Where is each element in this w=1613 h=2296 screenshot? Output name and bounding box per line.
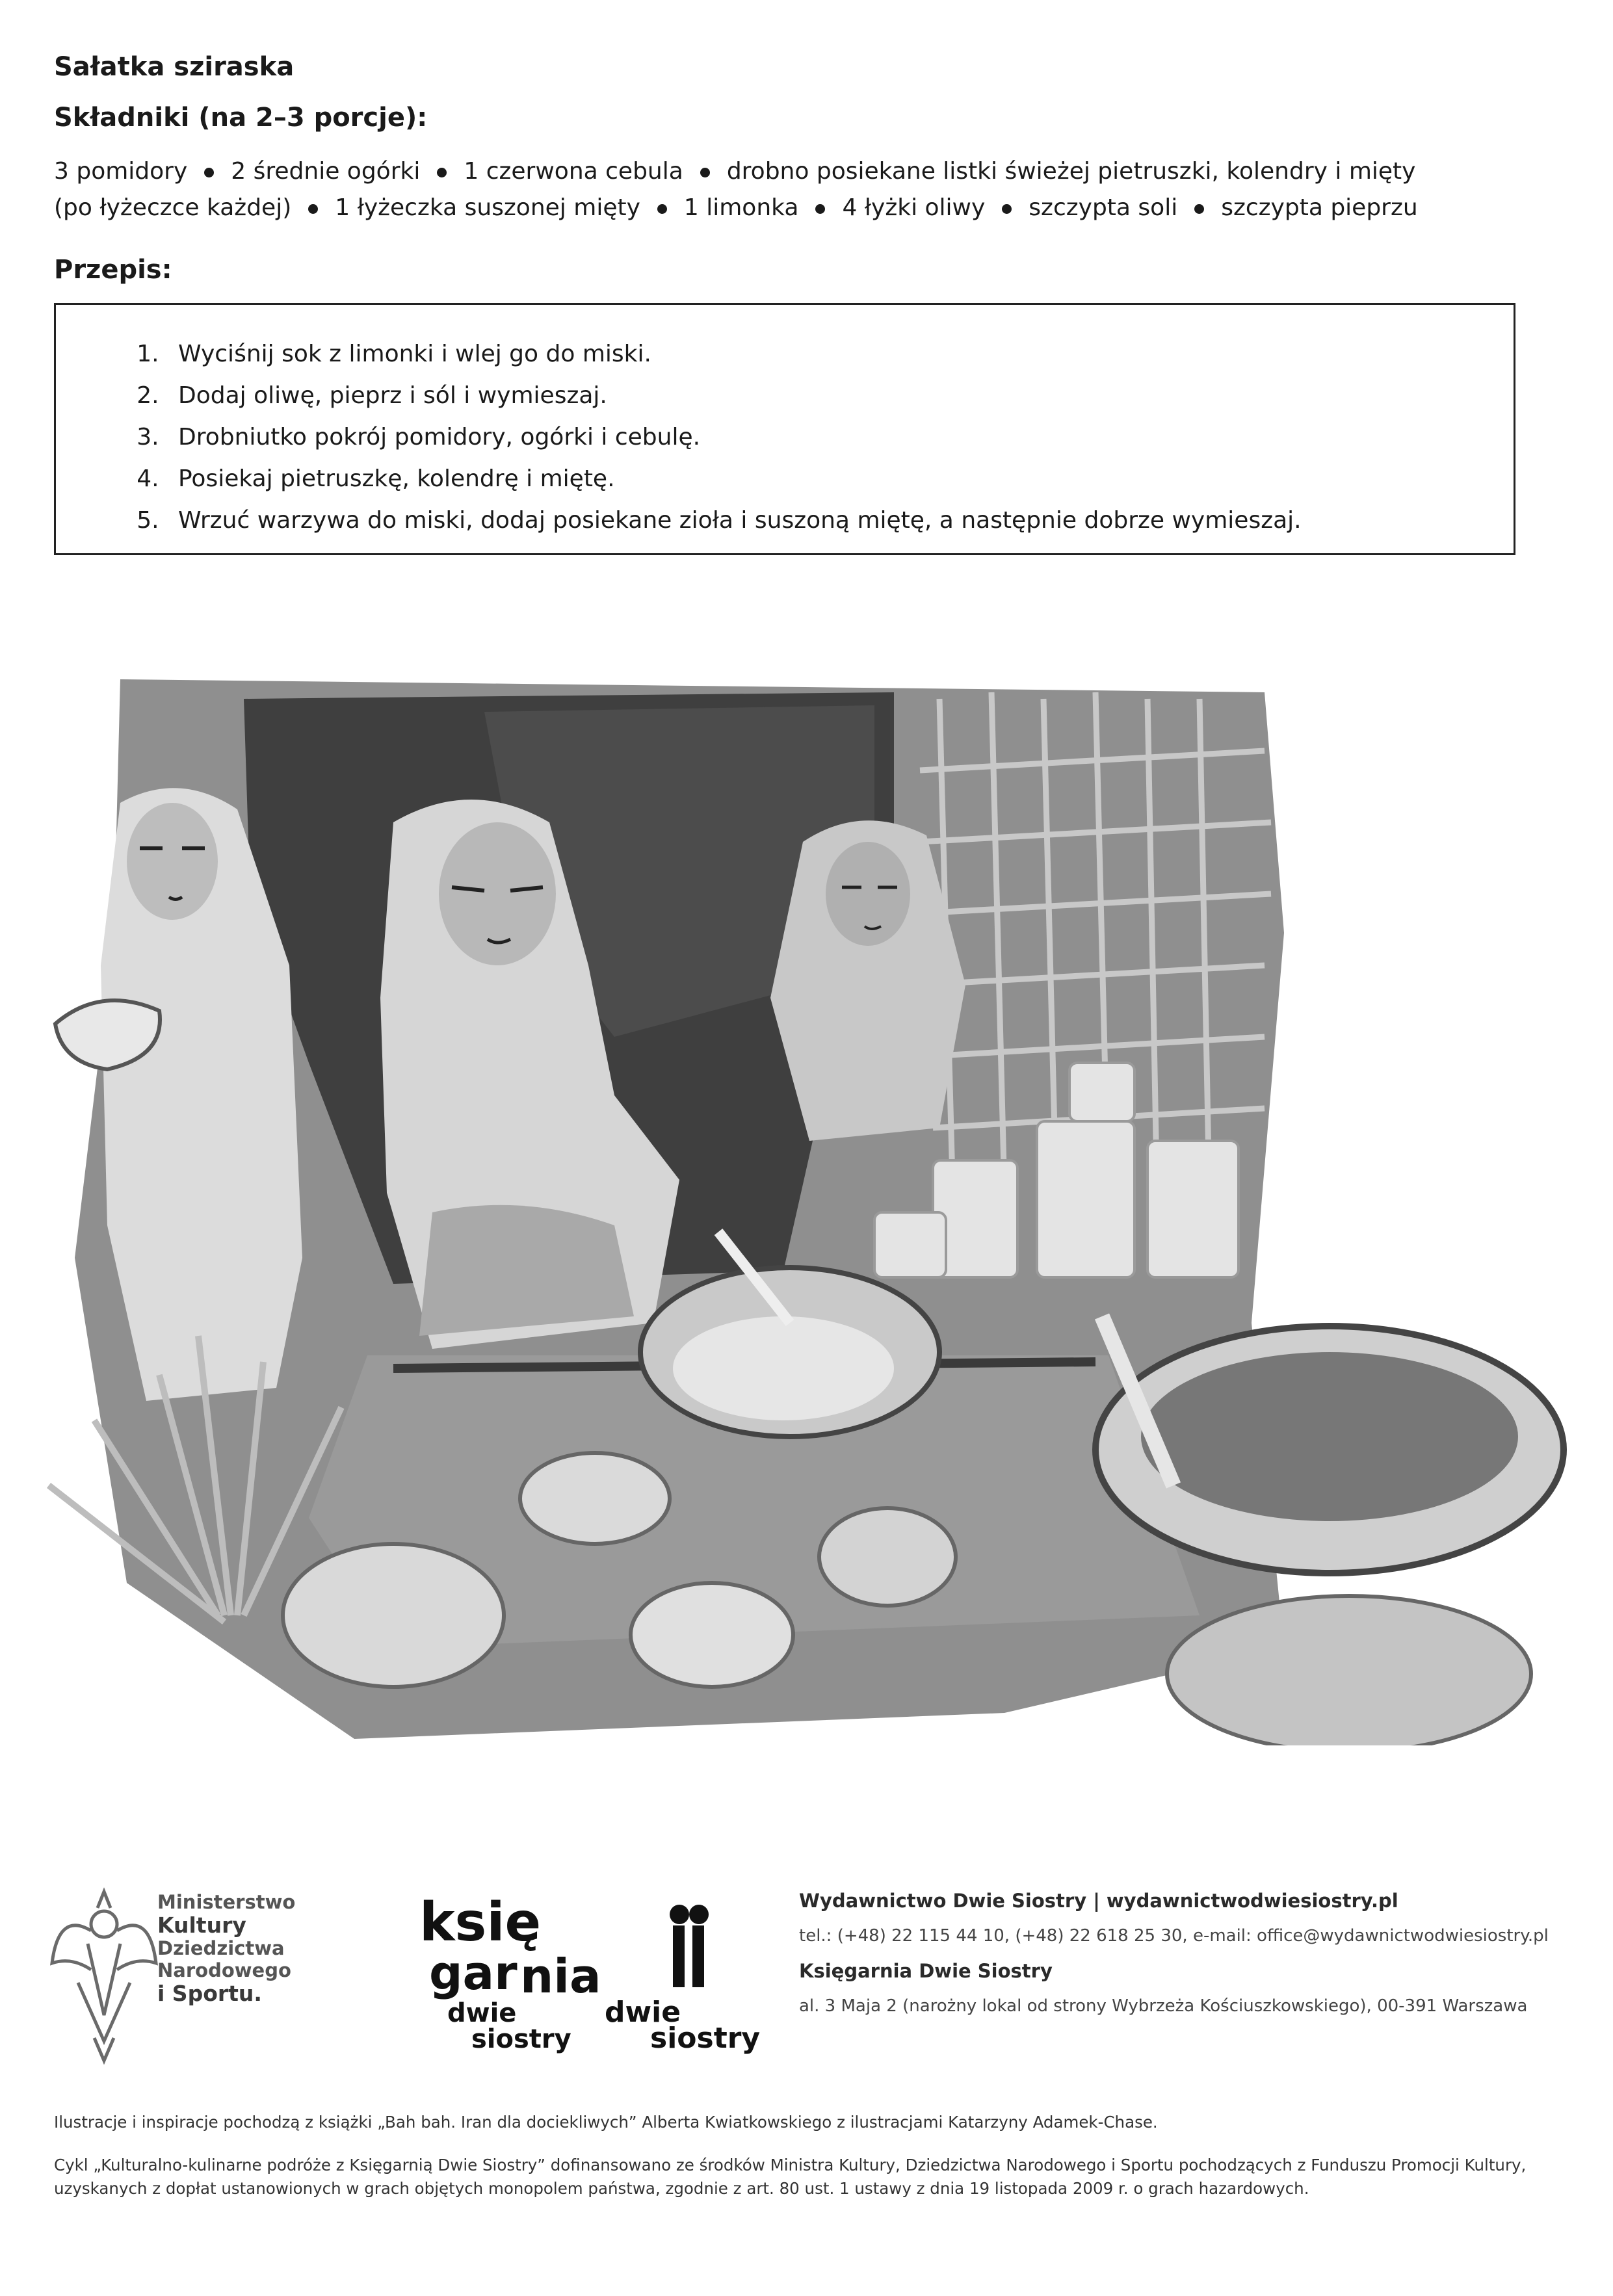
step-item: 1. Wyciśnij sok z limonki i wlej go do miski. <box>166 333 1514 375</box>
step-item: 3. Drobniutko pokrój pomidory, ogórki i cebulę. <box>166 417 1514 458</box>
bullet-icon <box>437 168 447 177</box>
bullet-icon <box>308 204 318 214</box>
ingredient: szczypta soli <box>1029 194 1178 221</box>
ingredient: 4 łyżki oliwy <box>842 194 986 221</box>
bullet-icon <box>815 204 825 214</box>
steps-box <box>54 303 1515 555</box>
ministry-line: Ministerstwo <box>157 1891 296 1913</box>
bullet-icon <box>700 168 710 177</box>
bullet-icon <box>1002 204 1012 214</box>
dwie-siostry-logo-text-1: dwie <box>605 1996 681 2029</box>
bullet-icon <box>1194 204 1204 214</box>
illustration-credit: Ilustracje i inspiracje pochodzą z książki „Bah bah. Iran dla dociekliwych” Alberta Kwiatkowskiego z ilustracjami Katarzyny Adamek-Chase. <box>54 2113 1158 2132</box>
ingredients-heading: Składniki (na 2–3 porcje): <box>54 103 428 133</box>
bookstore-name: Księgarnia Dwie Siostry <box>799 1960 1053 1982</box>
funding-note: Cykl „Kulturalno-kulinarne podróże z Księgarnią Dwie Siostry” dofinansowano ze środków Ministra Kultury, Dziedzictwa Narodowego i Sportu pochodzących z Funduszu Promocji Kultury, uzyskanych z dopłat ustanowionych w grach objętych monopolem państwa, zgodnie z art. 80 ust. 1 ustawy z dnia 19 listopada 2009 r. o grach hazardowych. <box>54 2156 1527 2198</box>
ingredient: drobno posiekane listki świeżej pietruszki, kolendry i mięty <box>726 158 1416 185</box>
ingredients-list <box>54 153 1549 226</box>
ksiegarnia-logo-text-2: gar <box>429 1946 518 2000</box>
dwie-siostry-logo <box>605 1905 760 2055</box>
ksiegarnia-logo <box>419 1892 601 2054</box>
step-item: 5. Wrzuć warzywa do miski, dodaj posiekane zioła i suszoną miętę, a następnie dobrze wymieszaj. <box>166 500 1514 541</box>
ingredient: 1 limonka <box>683 194 799 221</box>
recipe-title: Sałatka sziraska <box>54 52 295 82</box>
credits <box>54 2111 1562 2220</box>
ingredient: 1 czerwona cebula <box>464 158 683 185</box>
ingredient: 2 średnie ogórki <box>231 158 421 185</box>
ingredient: 1 łyżeczka suszonej mięty <box>335 194 640 221</box>
ksiegarnia-logo-text-1: księ <box>419 1892 542 1953</box>
ingredient: szczypta pieprzu <box>1221 194 1418 221</box>
ksiegarnia-logo-text-4: dwie <box>447 1998 517 2028</box>
ingredients-line-2 <box>54 190 1549 226</box>
steps-heading: Przepis: <box>54 255 172 285</box>
ingredient: (po łyżeczce każdej) <box>54 194 292 221</box>
publisher-contact: tel.: (+48) 22 115 44 10, (+48) 22 618 25 30, e-mail: office@wydawnictwodwiesiostry.pl <box>799 1926 1549 1946</box>
publisher-info <box>799 1883 1549 2024</box>
ministry-logo-text <box>157 1892 295 2006</box>
ministry-line: Narodowego <box>157 1959 291 1981</box>
ksiegarnia-logo-text-3: nia <box>520 1949 601 2003</box>
ministry-line: Dziedzictwa <box>157 1937 285 1960</box>
dwie-siostry-logo-text-2: siostry <box>650 2022 761 2055</box>
steps-list <box>56 305 1514 541</box>
bullet-icon <box>657 204 667 214</box>
ministry-line: i Sportu. <box>157 1980 262 2006</box>
ingredients-line-1 <box>54 153 1549 190</box>
step-item: 2. Dodaj oliwę, pieprz i sól i wymieszaj. <box>166 375 1514 417</box>
kitchen-illustration <box>29 673 1590 1745</box>
eagle-emblem-icon <box>52 1892 156 2061</box>
bookstore-address: al. 3 Maja 2 (narożny lokal od strony Wybrzeża Kościuszkowskiego), 00-391 Warszawa <box>799 1996 1528 2016</box>
ingredient: 3 pomidory <box>54 158 188 185</box>
bullet-icon <box>204 168 214 177</box>
ksiegarnia-logo-text-5: siostry <box>471 2024 571 2054</box>
step-item: 4. Posiekaj pietruszkę, kolendrę i miętę. <box>166 458 1514 500</box>
publisher-name: Wydawnictwo Dwie Siostry | wydawnictwodwiesiostry.pl <box>799 1890 1398 1912</box>
ministry-line: Kultury <box>157 1912 246 1938</box>
